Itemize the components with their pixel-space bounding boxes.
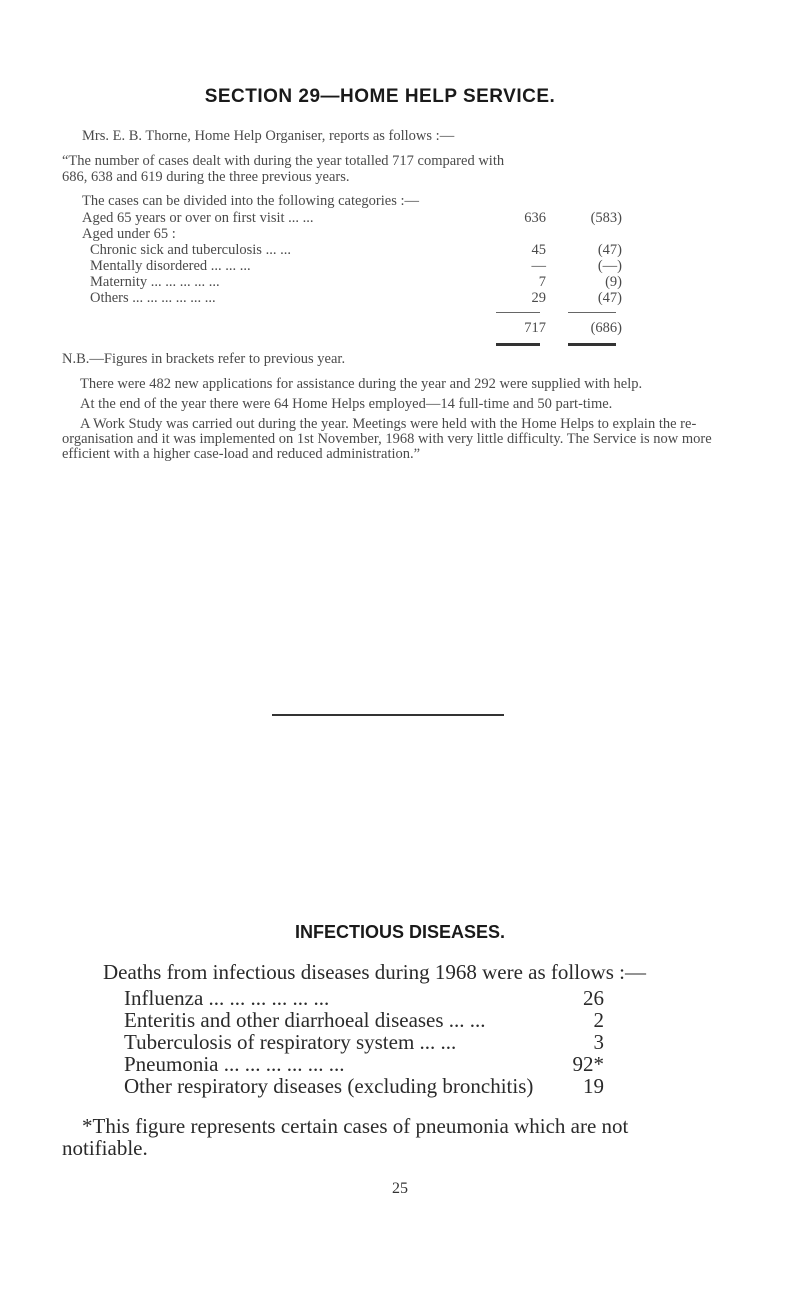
disease-value: 2 (593, 1008, 604, 1032)
disease-value: 92* (572, 1052, 604, 1076)
category-previous: (—) (597, 258, 622, 274)
footnote-line-1: *This figure represents certain cases of pneumonia which are not (82, 1114, 629, 1138)
infectious-heading: INFECTIOUS DISEASES. (294, 922, 506, 942)
disease-label: Tuberculosis of respiratory system ... ... (124, 1030, 457, 1054)
page-number: 25 (392, 1180, 408, 1197)
category-label: Chronic sick and tuberculosis ... ... (90, 242, 291, 258)
nb-note: N.B.—Figures in brackets refer to previous year. (62, 351, 346, 367)
category-row (90, 258, 622, 274)
category-label: Others ... ... ... ... ... ... (90, 290, 216, 306)
categories-intro: The cases can be divided into the following categories :— (82, 193, 420, 209)
category-label: Maternity ... ... ... ... ... (90, 274, 220, 290)
category-current: 7 (538, 274, 546, 290)
footnote-line-2: notifiable. (62, 1136, 148, 1160)
subtotal-rule (496, 312, 540, 313)
paragraph: At the end of the year there were 64 Home Helps employed—14 full-time and 50 part-time. (80, 396, 613, 412)
category-previous: (47) (597, 242, 622, 258)
category-row (82, 210, 622, 226)
disease-row (124, 1008, 604, 1030)
disease-label: Enteritis and other diarrhoeal diseases ... ... (124, 1008, 486, 1032)
section-divider (272, 714, 504, 716)
cases-line-1: “The number of cases dealt with during the year totalled 717 compared with (62, 153, 505, 169)
category-label: Aged under 65 : (82, 226, 176, 242)
total-previous: (686) (590, 320, 622, 336)
paragraph: A Work Study was carried out during the year. Meetings were held with the Home Helps to explain the re-organisation and it was implemented on 1st November, 1968 with very little difficulty. The Service is now more efficient with a higher case-load and reduced administration.” (62, 416, 712, 462)
disease-label: Influenza ... ... ... ... ... ... (124, 986, 330, 1010)
total-current: 717 (524, 320, 546, 336)
category-total-row (82, 320, 622, 336)
category-previous: (9) (605, 274, 622, 290)
subtotal-rule (568, 312, 616, 313)
category-previous: (47) (597, 290, 622, 306)
disease-value: 3 (593, 1030, 604, 1054)
category-row (90, 274, 622, 290)
category-row (90, 242, 622, 258)
category-label: Mentally disordered ... ... ... (90, 258, 251, 274)
category-current: 29 (531, 290, 546, 306)
section-heading: SECTION 29—HOME HELP SERVICE. (204, 86, 556, 107)
paragraph: There were 482 new applications for assistance during the year and 292 were supplied with help. (80, 376, 643, 392)
disease-row (124, 1030, 604, 1052)
category-previous: (583) (590, 210, 622, 226)
disease-row (124, 1052, 604, 1074)
cases-line-2: 686, 638 and 619 during the three previous years. (62, 169, 350, 185)
disease-row (124, 1074, 604, 1096)
disease-label: Other respiratory diseases (excluding bronchitis) (124, 1074, 534, 1098)
category-label: Aged 65 years or over on first visit ... ... (82, 210, 314, 226)
intro-line: Mrs. E. B. Thorne, Home Help Organiser, reports as follows :— (82, 128, 455, 144)
disease-row (124, 986, 604, 1008)
category-row (82, 226, 622, 242)
total-rule (568, 343, 616, 346)
body-paragraphs (62, 377, 712, 462)
disease-label: Pneumonia ... ... ... ... ... ... (124, 1052, 345, 1076)
category-current: — (531, 258, 546, 274)
category-current: 636 (524, 210, 546, 226)
total-rule (496, 343, 540, 346)
disease-value: 26 (583, 986, 604, 1010)
deaths-intro: Deaths from infectious diseases during 1968 were as follows :— (103, 960, 646, 984)
category-row (90, 290, 622, 306)
category-current: 45 (531, 242, 546, 258)
disease-value: 19 (583, 1074, 604, 1098)
